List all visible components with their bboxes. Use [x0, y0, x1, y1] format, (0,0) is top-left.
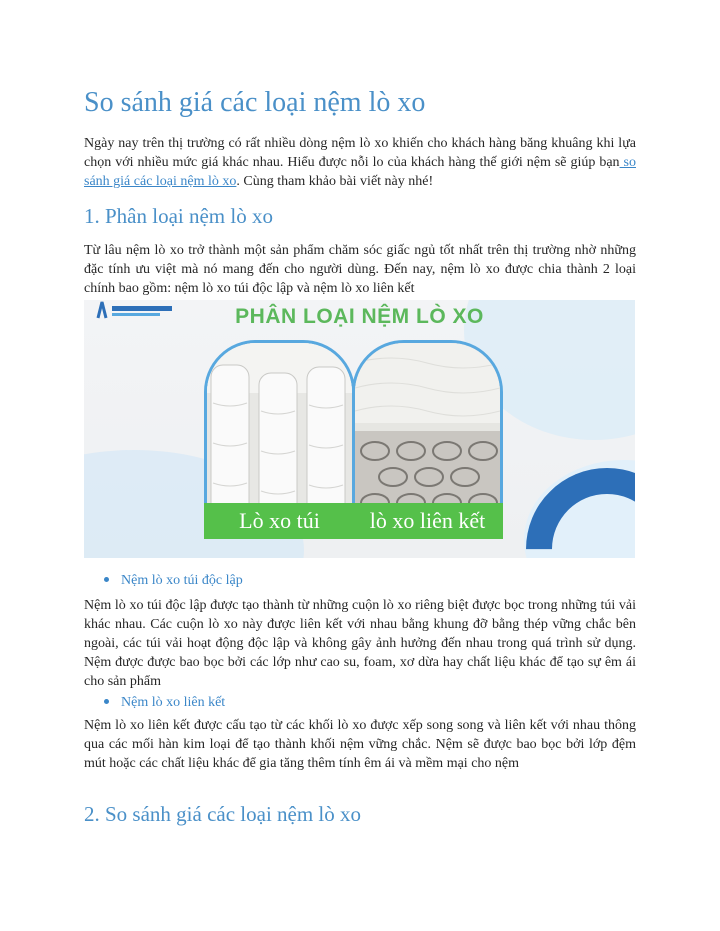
bullet-text: Nệm lò xo liên kết — [121, 695, 226, 710]
intro-paragraph — [84, 134, 636, 191]
bullet-text: Nệm lò xo túi độc lập — [121, 573, 243, 588]
page-title: So sánh giá các loại nệm lò xo — [84, 87, 426, 118]
bonnell-spring-paragraph: Nệm lò xo liên kết được cấu tạo từ các khối lò xo được xếp song song và liên kết với nhau thông qua các mối hàn kim loại để tạo thành khối nệm vững chắc. Nệm sẽ được bao bọc bởi lớp đệm mút hoặc các chất liệu khác để gia tăng thêm tính êm ái và mềm mại cho nệm — [84, 718, 636, 771]
section-2-heading: 2. So sánh giá các loại nệm lò xo — [84, 802, 362, 826]
bullet-dot — [104, 577, 109, 582]
bullet-dot — [104, 699, 109, 704]
pocket-spring-illustration — [207, 343, 352, 528]
section-1-heading: 1. Phân loại nệm lò xo — [84, 204, 273, 228]
list-item-pocket-spring — [104, 571, 243, 590]
image-title: PHÂN LOẠI NỆM LÒ XO — [235, 305, 484, 328]
intro-text-end: . Cùng tham khảo bài viết này nhé! — [236, 174, 434, 189]
bonnell-spring-label: lò xo liên kết — [352, 503, 503, 539]
pocket-spring-label: Lò xo túi — [204, 503, 355, 539]
price-comparison-link[interactable]: so sánh giá các loại nệm lò xo — [84, 155, 636, 189]
list-item-bonnell-spring — [104, 693, 225, 712]
pocket-spring-paragraph: Nệm lò xo túi độc lập được tạo thành từ những cuộn lò xo riêng biệt được bọc trong những túi vải khác nhau. Các cuộn lò xo này được liên kết với nhau bằng khung đỡ bằng thép vững chắc bên ngoài, các túi vải hoạt động độc lập và không gây ảnh hưởng đến nhau trong quá trình sử dụng. Nệm được được bao bọc bởi các lớp như cao su, foam, xơ dừa hay chất liệu khác để tạo sự êm ái cho sản phẩm — [84, 598, 636, 689]
bonnell-spring-illustration — [355, 343, 500, 528]
mattress-types-image — [84, 300, 635, 558]
section-1-paragraph: Từ lâu nệm lò xo trở thành một sản phẩm chăm sóc giấc ngủ tốt nhất trên thị trường nhờ những đặc tính ưu việt mà nó mang đến cho người dùng. Đến nay, nệm lò xo được chia thành 2 loại chính bao gồm: nệm lò xo túi độc lập và nệm lò xo liên kết — [84, 243, 636, 296]
brand-ring-decoration — [492, 434, 635, 558]
intro-text: Ngày nay trên thị trường có rất nhiều dòng nệm lò xo khiến cho khách hàng băng khuâng khi lựa chọn với nhiều mức giá khác nhau. Hiểu được nỗi lo của khách hàng thế giới nệm sẽ giúp bạn — [84, 136, 636, 170]
